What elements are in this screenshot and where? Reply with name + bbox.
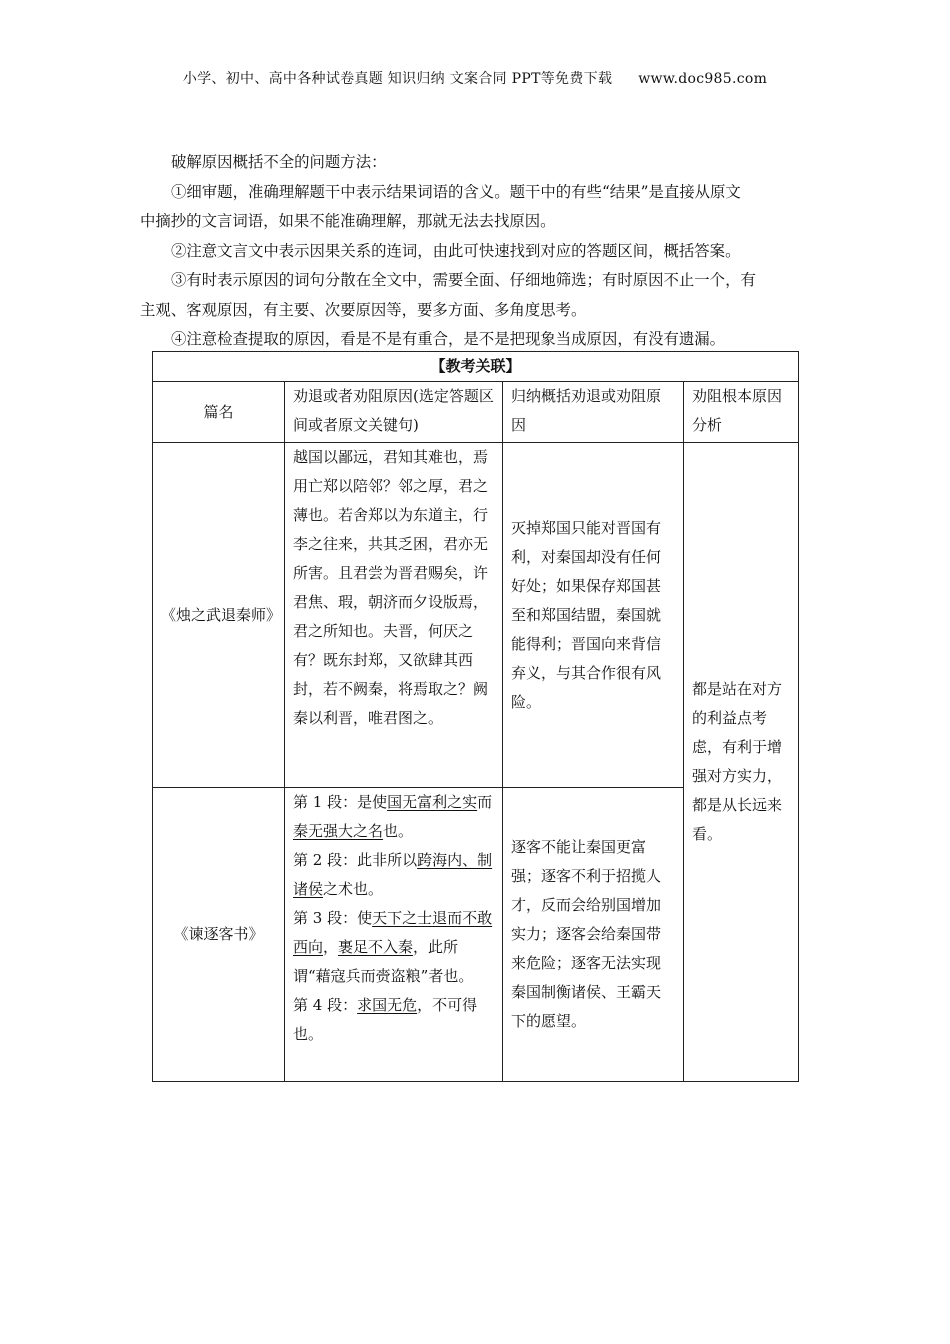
- row1-summary: 灭掉郑国只能对晋国有利，对秦国却没有任何好处；如果保存郑国甚至和郑国结盟，秦国就能得利；晋国向来背信弃义，与其合作很有风险。: [503, 443, 684, 788]
- page-header: [0, 68, 950, 88]
- step-3-cont: 主观、客观原因，有主要、次要原因等，要多方面、多角度思考。: [140, 300, 587, 319]
- step-2: ②注意文言文中表示因果关系的连词，由此可快速找到对应的答题区间，概括答案。: [171, 241, 741, 260]
- step-3: ③有时表示原因的词句分散在全文中，需要全面、仔细地筛选；有时原因不止一个，有: [171, 271, 756, 289]
- header-site[interactable]: www.doc985.com: [638, 71, 768, 87]
- underline-5: 裹足不入秦: [338, 938, 414, 956]
- row2-source: [285, 788, 503, 1082]
- para-3: 第 3 段：使天下之士退而不敢西向，裹足不入秦，此所谓“藉寇兵而赍盗粮”者也。: [293, 909, 493, 985]
- row2-title: 《谏逐客书》: [153, 788, 285, 1082]
- header-summary: 归纳概括劝退或劝阻原因: [503, 382, 684, 443]
- step-4: ④注意检查提取的原因，看是不是有重合，是不是把现象当成原因，有没有遗漏。: [171, 330, 726, 348]
- step-1: ①细审题，准确理解题干中表示结果词语的含义。题干中的有些“结果”是直接从原文: [171, 182, 741, 201]
- row2-summary: 逐客不能让秦国更富强；逐客不利于招揽人才，反而会给别国增加实力；逐客会给秦国带来危险；逐客无法实现秦国制衡诸侯、王霸天下的愿望。: [503, 788, 684, 1082]
- table-title: 【教考关联】: [153, 352, 799, 382]
- reference-table: [152, 351, 799, 1082]
- underline-1: 国无富利之实: [387, 793, 478, 811]
- row1-title: 《烛之武退秦师》: [153, 443, 285, 788]
- root-analysis: 都是站在对方的利益点考虑，有利于增强对方实力，都是从长远来看。: [684, 443, 799, 1082]
- header-title: 篇名: [153, 382, 285, 443]
- underline-4: 天下之士退而不敢西向: [293, 909, 493, 956]
- intro-heading: 破解原因概括不全的问题方法：: [171, 153, 387, 171]
- underline-3: 跨海内、制诸侯: [293, 851, 493, 898]
- step-1-cont: 中摘抄的文言词语，如果不能准确理解，那就无法去找原因。: [140, 212, 556, 230]
- para-1: 第 1 段：是使国无富利之实而秦无强大之名也。: [293, 793, 493, 840]
- underline-2: 秦无强大之名: [293, 822, 384, 840]
- header-text: 小学、初中、高中各种试卷真题 知识归纳 文案合同 PPT等免费下载: [182, 71, 613, 87]
- header-root: 劝阻根本原因分析: [684, 382, 799, 443]
- para-2: 第 2 段：此非所以跨海内、制诸侯之术也。: [293, 851, 493, 898]
- underline-6: 求国无危: [357, 996, 418, 1014]
- intro-section: [140, 148, 812, 355]
- header-source: 劝退或者劝阻原因(选定答题区间或者原文关键句): [285, 382, 503, 443]
- para-4: 第 4 段：求国无危，不可得也。: [293, 996, 478, 1043]
- row1-source: 越国以鄙远，君知其难也，焉用亡郑以陪邻？邻之厚，君之薄也。若舍郑以为东道主，行李之往来，共其乏困，君亦无所害。且君尝为晋君赐矣，许君焦、瑕，朝济而夕设版焉，君之所知也。夫晋，何厌之有？既东封郑，又欲肆其西封，若不阙秦，将焉取之？阙秦以利晋，唯君图之。: [285, 443, 503, 788]
